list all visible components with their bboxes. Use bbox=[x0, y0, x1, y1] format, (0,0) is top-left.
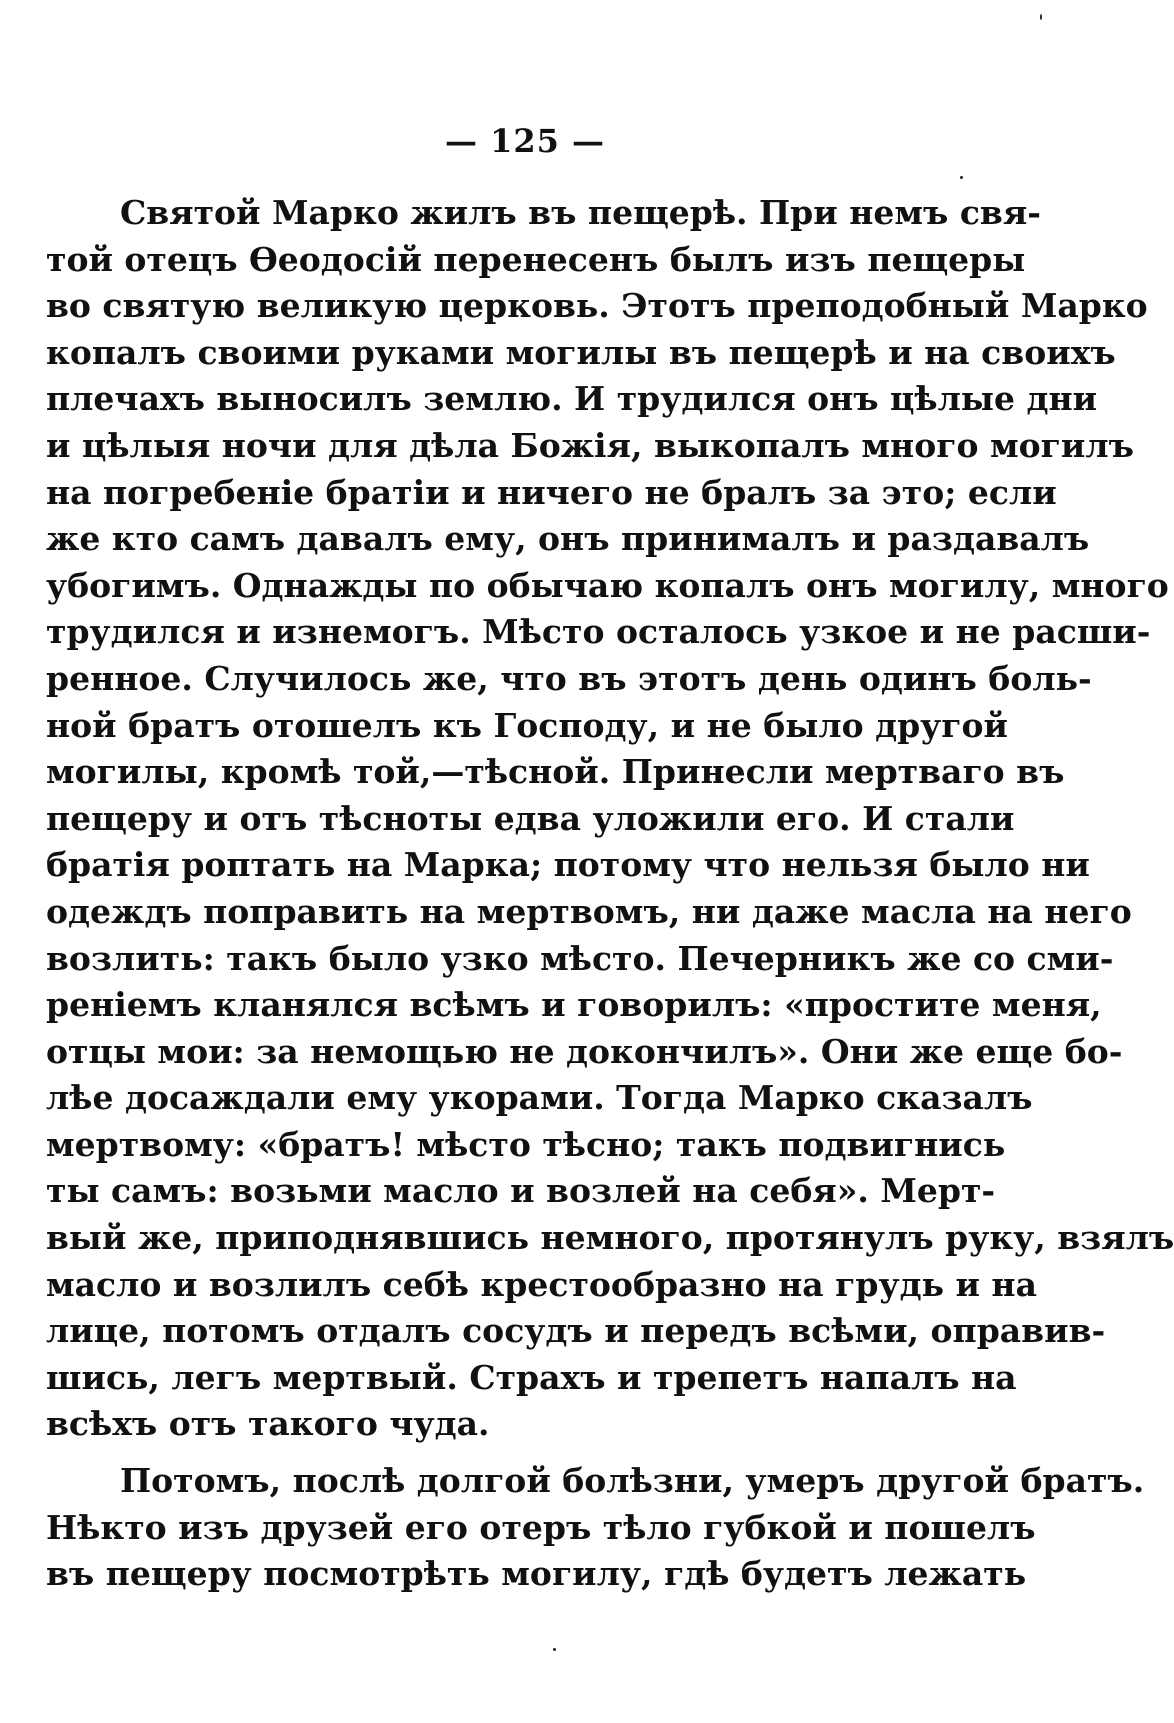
text-line: одеждъ поправить на мертвомъ, ни даже масла на него bbox=[46, 891, 1132, 931]
text-line: всѣхъ отъ такого чуда. bbox=[46, 1404, 490, 1444]
page-body bbox=[46, 190, 1174, 1598]
scan-speck bbox=[960, 176, 963, 179]
text-line: ты самъ: возьми масло и возлей на себя». Мерт- bbox=[46, 1171, 996, 1211]
text-line: масло и возлилъ себѣ крестообразно на грудь и на bbox=[46, 1264, 1037, 1304]
text-line: на погребеніе братіи и ничего не бралъ за это; если bbox=[46, 472, 1057, 512]
text-line: въ пещеру посмотрѣть могилу, гдѣ будетъ лежать bbox=[46, 1554, 1027, 1594]
text-line: Потомъ, послѣ долгой болѣзни, умеръ другой братъ. bbox=[120, 1461, 1145, 1501]
text-line: вый же, приподнявшись немного, протянулъ руку, взялъ bbox=[46, 1218, 1174, 1258]
text-line: и цѣлыя ночи для дѣла Божія, выкопалъ много могилъ bbox=[46, 425, 1134, 465]
text-line: трудился и изнемогъ. Мѣсто осталось узкое и не расши- bbox=[46, 612, 1151, 652]
page-number: — 125 — bbox=[444, 122, 606, 160]
text-line: копалъ своими руками могилы въ пещерѣ и на своихъ bbox=[46, 332, 1116, 372]
text-line: реніемъ кланялся всѣмъ и говорилъ: «простите меня, bbox=[46, 985, 1102, 1025]
text-line: лице, потомъ отдалъ сосудъ и передъ всѣми, оправив- bbox=[46, 1311, 1106, 1351]
text-line: той отецъ Ѳеодосій перенесенъ былъ изъ пещеры bbox=[46, 239, 1026, 279]
text-line: Святой Марко жилъ въ пещерѣ. При немъ свя- bbox=[120, 193, 1041, 232]
text-line: ной братъ отошелъ къ Господу, и не было другой bbox=[46, 705, 1008, 745]
text-line: отцы мои: за немощью не докончилъ». Они же еще бо- bbox=[46, 1031, 1123, 1071]
text-line: пещеру и отъ тѣсноты едва уложили его. И стали bbox=[46, 798, 1015, 838]
text-line: возлить: такъ было узко мѣсто. Печерникъ же со сми- bbox=[46, 938, 1114, 978]
text-line: мертвому: «братъ! мѣсто тѣсно; такъ подвигнись bbox=[46, 1124, 1006, 1164]
scan-speck bbox=[553, 1648, 556, 1651]
text-line: братія роптать на Марка; потому что нельзя было ни bbox=[46, 845, 1090, 885]
scan-speck bbox=[1040, 14, 1042, 20]
text-line: Нѣкто изъ друзей его отеръ тѣло губкой и пошелъ bbox=[46, 1507, 1036, 1547]
text-line: во святую великую церковь. Этотъ преподобный Марко bbox=[46, 286, 1148, 326]
text-line: ренное. Случилось же, что въ этотъ день одинъ боль- bbox=[46, 658, 1092, 698]
text-line: могилы, кромѣ той,—тѣсной. Принесли мертваго въ bbox=[46, 752, 1065, 792]
text-line: убогимъ. Однажды по обычаю копалъ онъ могилу, много bbox=[46, 565, 1169, 605]
text-line: лѣе досаждали ему укорами. Тогда Марко сказалъ bbox=[46, 1078, 1033, 1118]
text-line: шись, легъ мертвый. Страхъ и трепетъ напалъ на bbox=[46, 1357, 1017, 1397]
text-line: же кто самъ давалъ ему, онъ принималъ и раздавалъ bbox=[46, 519, 1090, 559]
text-line: плечахъ выносилъ землю. И трудился онъ цѣлые дни bbox=[46, 379, 1098, 419]
